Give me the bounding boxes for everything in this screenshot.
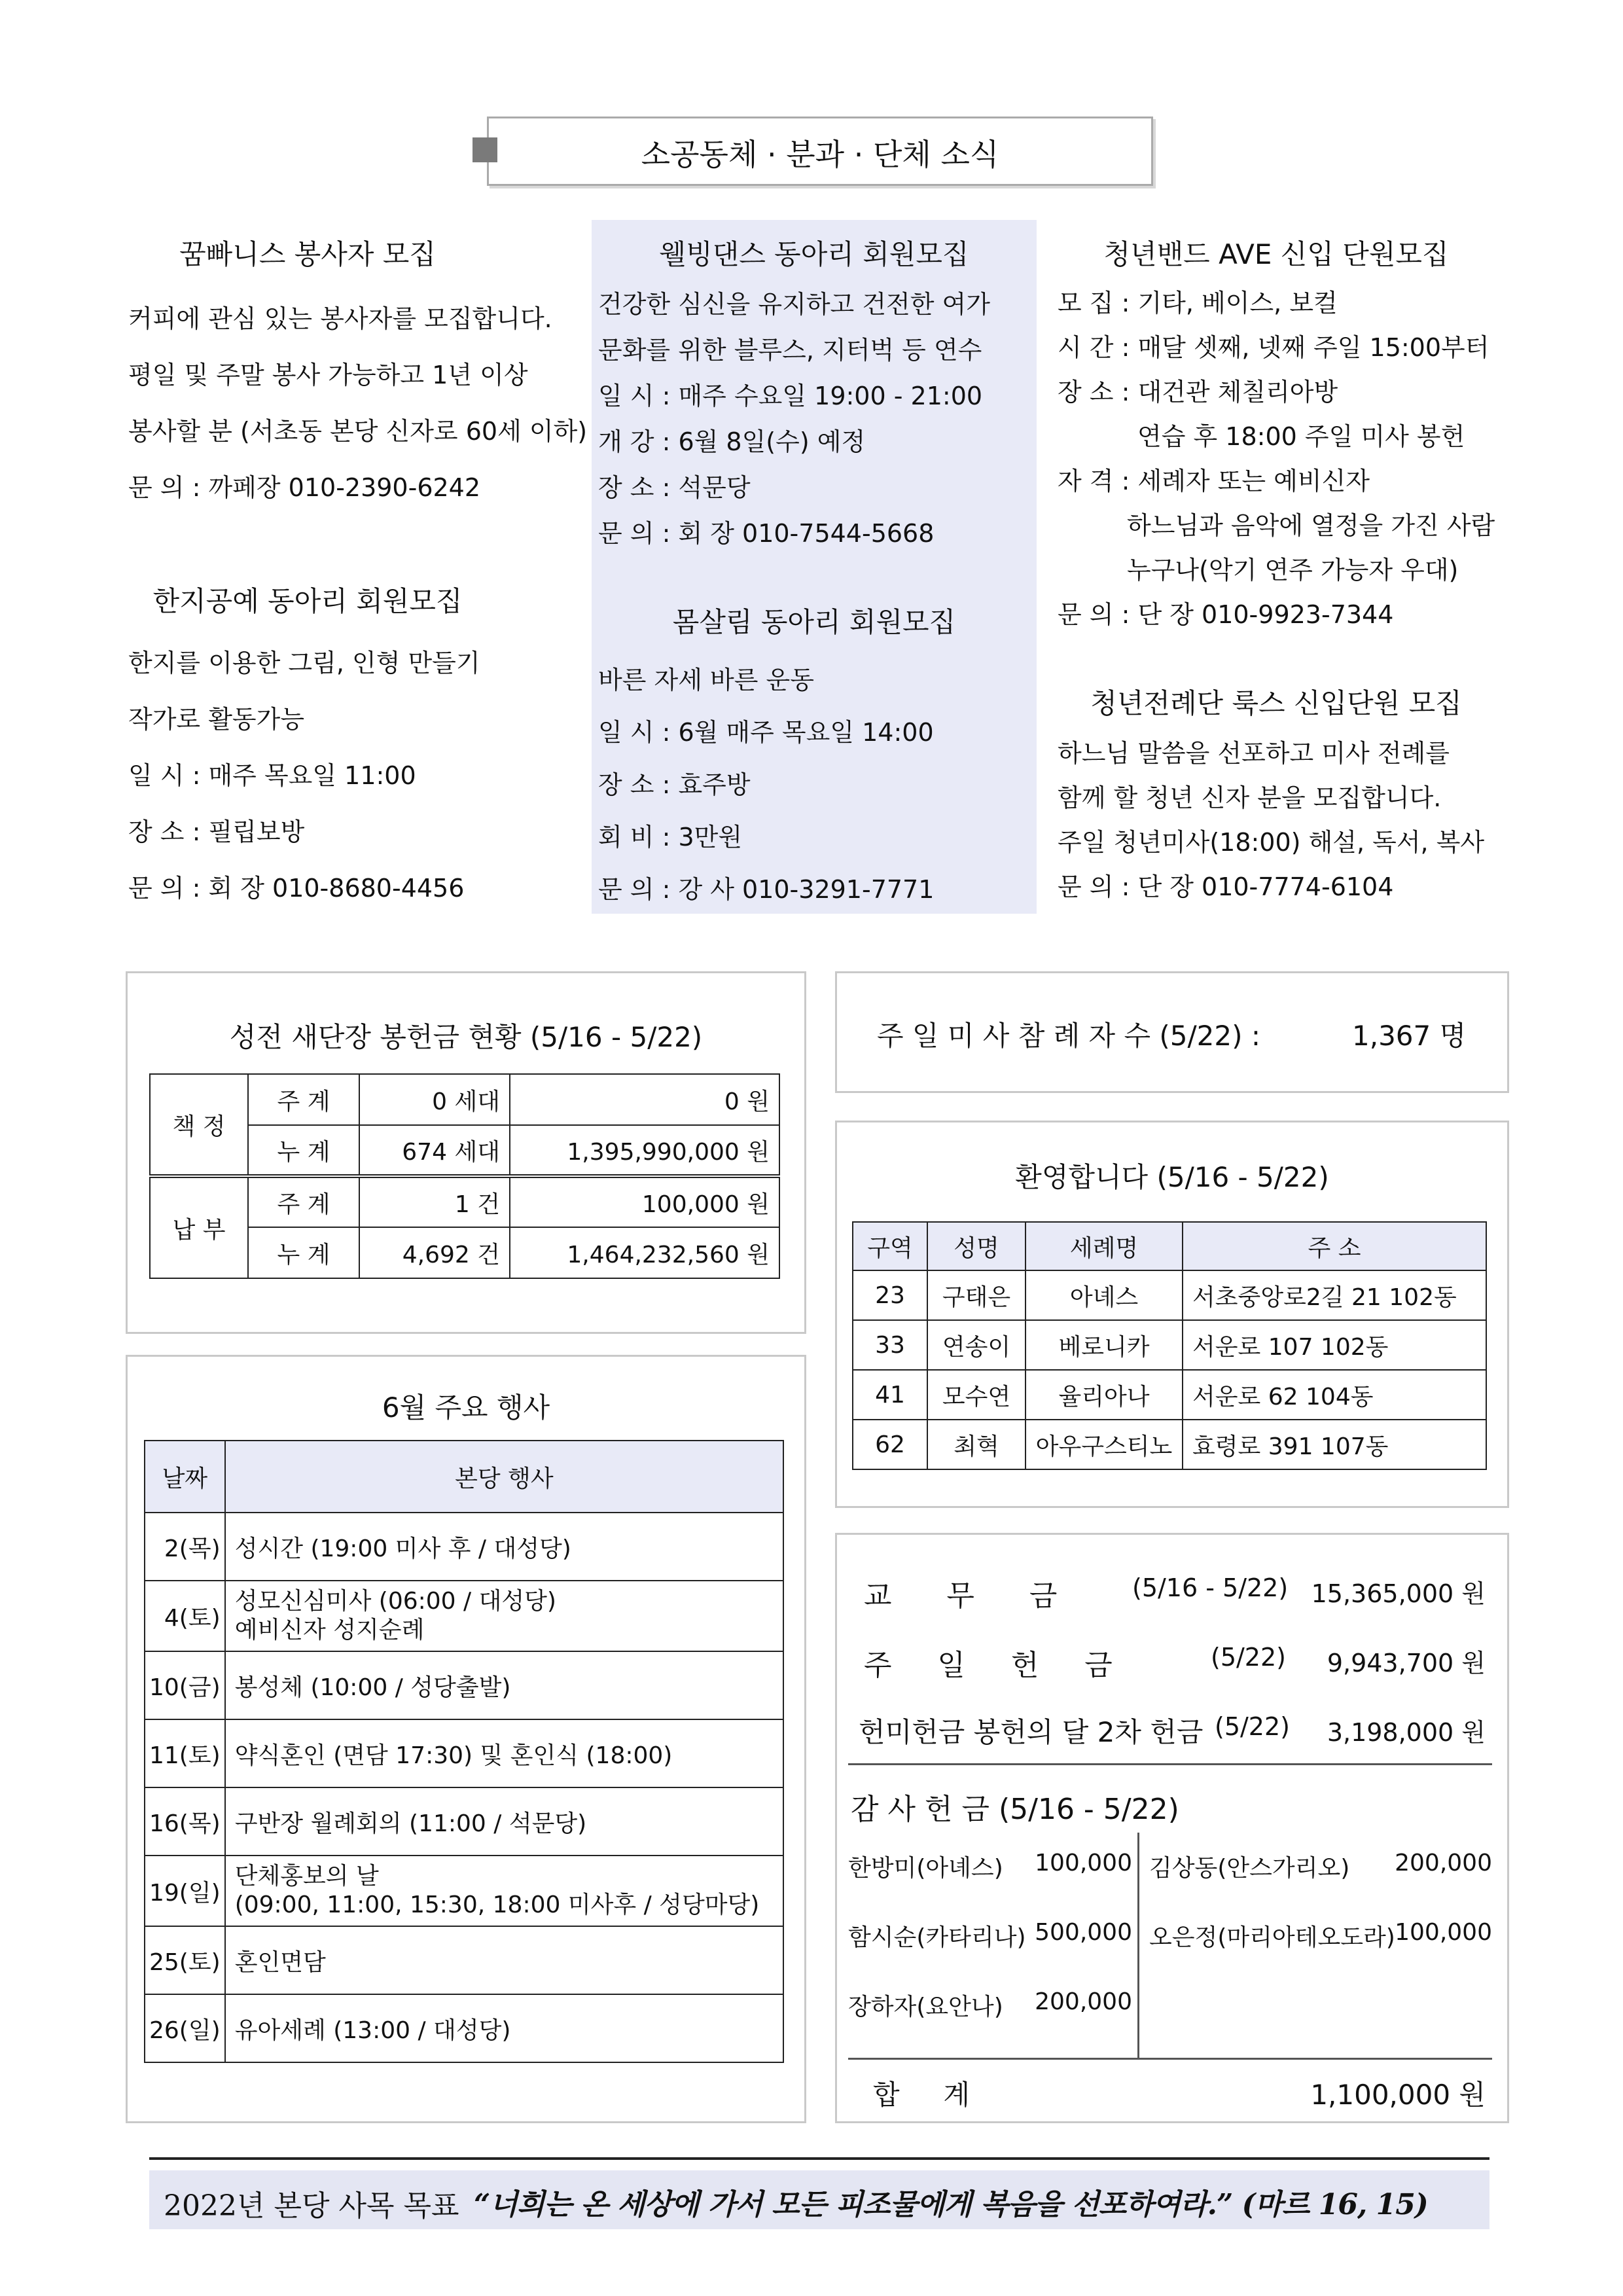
text-line: 하느님 말씀을 선포하고 미사 전례를: [1058, 739, 1450, 768]
welcome-col-header: 성명: [927, 1222, 1026, 1270]
section-title: 웰빙댄스 동아리 회원모집: [659, 238, 969, 270]
text-line: 함께 할 청년 신자 분을 모집합니다.: [1058, 783, 1442, 812]
section-title: 청년전례단 룩스 신입단원 모집: [1090, 687, 1462, 719]
text-line: 작가로 활동가능: [128, 705, 305, 734]
table-row: [145, 1787, 783, 1856]
event-date: 16(목): [145, 1787, 225, 1856]
cell-address: 서초중앙로2길 21 102동: [1183, 1270, 1486, 1320]
text-line: 시 간 : 매달 셋째, 넷째 주일 15:00부터: [1058, 333, 1489, 362]
row-amount: 100,000 원: [510, 1176, 779, 1227]
group-label: 납 부: [150, 1176, 248, 1278]
event-date: 26(일): [145, 1994, 225, 2062]
donation-title: 성전 새단장 봉헌금 현황 (5/16 - 5/22): [229, 1021, 703, 1053]
cell-baptism-name: 아우구스티노: [1026, 1420, 1183, 1469]
event-detail: [225, 1513, 783, 1581]
welcome-title: 환영합니다 (5/16 - 5/22): [1015, 1161, 1329, 1193]
footer-quote: “너희는 온 세상에 가서 모든 피조물에게 복음을 선포하여라.” (마르 16, 15): [474, 2188, 1428, 2221]
cell-name: 모수연: [927, 1370, 1026, 1420]
row-count: 1 건: [359, 1176, 510, 1227]
cell-district: 33: [853, 1320, 927, 1370]
event-date: 4(토): [145, 1581, 225, 1651]
text-line: 문 의 : 단 장 010-7774-6104: [1058, 872, 1394, 901]
finance-label: 주 일 헌 금: [864, 1649, 1113, 1682]
table-row: [145, 1719, 783, 1787]
welcome-col-header: 주 소: [1183, 1222, 1486, 1270]
thanks-name: 한방미(아녜스): [848, 1855, 1003, 1882]
event-line: 성모신심미사 (06:00 / 대성당): [234, 1588, 556, 1615]
text-line: 평일 및 주말 봉사 가능하고 1년 이상: [128, 361, 528, 389]
thanks-name: 함시순(카타리나): [848, 1924, 1026, 1951]
table-row: [853, 1320, 1486, 1370]
mass-attendance-value: 1,367 명: [1352, 1020, 1467, 1052]
thanks-name: 장하자(요안나): [848, 1994, 1003, 2020]
text-line: 문 의 : 강 사 010-3291-7771: [598, 875, 935, 904]
welcome-col-header: 구역: [853, 1222, 927, 1270]
donation-table: [149, 1073, 780, 1279]
text-line: 바른 자세 바른 운동: [598, 666, 814, 694]
thanks-title: 감 사 헌 금 (5/16 - 5/22): [851, 1793, 1179, 1826]
total-label: 합 계: [873, 2079, 970, 2111]
finance-label: 헌미헌금 봉헌의 달 2차 헌금: [859, 1716, 1204, 1748]
text-line: 건강한 심신을 유지하고 건전한 여가: [598, 290, 990, 319]
table-row: [853, 1370, 1486, 1420]
event-detail: [225, 1719, 783, 1787]
event-detail: [225, 1994, 783, 2062]
text-line: 문 의 : 단 장 010-9923-7344: [1058, 600, 1394, 629]
thanks-name: 김상동(안스가리오): [1149, 1855, 1350, 1882]
cell-name: 최혁: [927, 1420, 1026, 1469]
row-count: 674 세대: [359, 1125, 510, 1176]
event-line: 약식혼인 (면담 17:30) 및 혼인식 (18:00): [234, 1742, 673, 1769]
text-line: 주일 청년미사(18:00) 해설, 독서, 복사: [1058, 828, 1485, 857]
text-line: 문 의 : 회 장 010-7544-5668: [598, 519, 935, 548]
welcome-table: [852, 1221, 1487, 1470]
event-detail: [225, 1856, 783, 1926]
text-line: 한지를 이용한 그림, 인형 만들기: [128, 649, 480, 677]
dance-club-panel: [592, 220, 1037, 914]
welcome-col-header: 세례명: [1026, 1222, 1183, 1270]
footer-rule: [149, 2157, 1489, 2160]
cell-baptism-name: 율리아나: [1026, 1370, 1183, 1420]
events-col-header: 날짜: [145, 1441, 225, 1513]
row-amount: 1,464,232,560 원: [510, 1227, 779, 1278]
total-divider: [848, 2058, 1492, 2060]
text-line: 커피에 관심 있는 봉사자를 모집합니다.: [128, 304, 552, 333]
cell-address: 서운로 107 102동: [1183, 1320, 1486, 1370]
event-detail: [225, 1581, 783, 1651]
event-line: 단체홍보의 날: [234, 1863, 379, 1890]
event-detail: [225, 1926, 783, 1994]
finance-amount: 9,943,700 원: [1327, 1649, 1486, 1677]
thanks-amount: 200,000: [1035, 1988, 1132, 2015]
table-row: [853, 1420, 1486, 1469]
event-detail: [225, 1787, 783, 1856]
cell-name: 구태은: [927, 1270, 1026, 1320]
text-line: 문화를 위한 블루스, 지터벅 등 연수: [598, 336, 982, 365]
finance-divider: [848, 1763, 1492, 1765]
cell-district: 62: [853, 1420, 927, 1469]
table-row: [145, 1651, 783, 1719]
event-line: 유아세례 (13:00 / 대성당): [234, 2017, 511, 2044]
text-line: 장 소 : 효주방: [598, 770, 751, 799]
thanks-amount: 100,000: [1035, 1850, 1132, 1876]
cell-address: 효령로 391 107동: [1183, 1420, 1486, 1469]
table-row: [145, 1513, 783, 1581]
table-row: [145, 1926, 783, 1994]
thanks-amount: 100,000: [1395, 1919, 1492, 1946]
events-table: [144, 1440, 784, 2063]
thanks-amount: 500,000: [1035, 1919, 1132, 1946]
finance-amount: 15,365,000 원: [1311, 1579, 1486, 1608]
event-line: 예비신자 성지순례: [234, 1617, 425, 1643]
text-line: 연습 후 18:00 주일 미사 봉헌: [1137, 422, 1465, 451]
group-label: 책 정: [150, 1074, 248, 1176]
cell-district: 23: [853, 1270, 927, 1320]
event-date: 19(일): [145, 1856, 225, 1926]
finance-label: 교 무 금: [864, 1579, 1058, 1613]
event-line: 구반장 월례회의 (11:00 / 석문당): [234, 1810, 587, 1837]
row-kind: 누 계: [248, 1125, 359, 1176]
table-row: [853, 1270, 1486, 1320]
events-col-header: 본당 행사: [225, 1441, 783, 1513]
row-count: 4,692 건: [359, 1227, 510, 1278]
section-title: 꿈빠니스 봉사자 모집: [179, 238, 436, 270]
row-count: 0 세대: [359, 1074, 510, 1125]
event-date: 11(토): [145, 1719, 225, 1787]
table-row: [145, 1581, 783, 1651]
section-title: 한지공예 동아리 회원모집: [152, 585, 463, 617]
text-line: 장 소 : 석문당: [598, 473, 751, 502]
thanks-name: 오은정(마리아테오도라): [1149, 1924, 1395, 1951]
event-date: 2(목): [145, 1513, 225, 1581]
row-amount: 1,395,990,000 원: [510, 1125, 779, 1176]
text-line: 하느님과 음악에 열정을 가진 사람: [1127, 511, 1495, 540]
event-detail: [225, 1651, 783, 1719]
finance-period: (5/16 - 5/22): [1132, 1573, 1289, 1602]
table-row: [145, 1856, 783, 1926]
row-kind: 주 계: [248, 1074, 359, 1125]
section-title: 청년밴드 AVE 신입 단원모집: [1103, 238, 1449, 270]
section-title: 몸살림 동아리 회원모집: [672, 606, 956, 638]
event-date: 10(금): [145, 1651, 225, 1719]
event-line: 성시간 (19:00 미사 후 / 대성당): [234, 1535, 571, 1562]
events-title: 6월 주요 행사: [382, 1391, 550, 1424]
finance-box: [835, 1533, 1509, 2123]
finance-period: (5/22): [1215, 1712, 1290, 1741]
text-line: 회 비 : 3만원: [598, 823, 743, 852]
table-row: [145, 1994, 783, 2062]
thanks-amount: 200,000: [1395, 1850, 1492, 1876]
text-line: 모 집 : 기타, 베이스, 보컬: [1058, 289, 1338, 317]
text-line: 문 의 : 까페장 010-2390-6242: [128, 473, 481, 502]
mass-attendance-label: 주 일 미 사 참 례 자 수 (5/22) :: [877, 1020, 1260, 1052]
event-line: 봉성체 (10:00 / 성당출발): [234, 1674, 511, 1701]
cell-name: 연송이: [927, 1320, 1026, 1370]
row-kind: 주 계: [248, 1176, 359, 1227]
text-line: 장 소 : 대건관 체칠리아방: [1058, 378, 1338, 406]
row-kind: 누 계: [248, 1227, 359, 1278]
cell-baptism-name: 아녜스: [1026, 1270, 1183, 1320]
text-line: 개 강 : 6월 8일(수) 예정: [598, 427, 866, 456]
text-line: 장 소 : 필립보방: [128, 817, 305, 846]
text-line: 봉사할 분 (서초동 본당 신자로 60세 이하): [128, 417, 588, 446]
text-line: 문 의 : 회 장 010-8680-4456: [128, 874, 465, 903]
text-line: 일 시 : 6월 매주 목요일 14:00: [598, 718, 934, 747]
cell-baptism-name: 베로니카: [1026, 1320, 1183, 1370]
cell-district: 41: [853, 1370, 927, 1420]
cell-address: 서운로 62 104동: [1183, 1370, 1486, 1420]
footer-label: 2022년 본당 사목 목표: [164, 2189, 459, 2223]
finance-amount: 3,198,000 원: [1327, 1718, 1486, 1747]
total-amount: 1,100,000 원: [1310, 2079, 1486, 2111]
thanks-column-divider: [1137, 1833, 1139, 2059]
text-line: 일 시 : 매주 수요일 19:00 - 21:00: [598, 382, 983, 410]
event-line: (09:00, 11:00, 15:30, 18:00 미사후 / 성당마당): [234, 1892, 760, 1918]
text-line: 자 격 : 세례자 또는 예비신자: [1058, 467, 1370, 495]
section-header-title: 소공동체 · 분과 · 단체 소식: [641, 137, 999, 172]
finance-period: (5/22): [1211, 1643, 1286, 1672]
text-line: 누구나(악기 연주 가능자 우대): [1127, 556, 1459, 584]
text-line: 일 시 : 매주 목요일 11:00: [128, 761, 416, 790]
event-line: 혼인면담: [234, 1948, 326, 1976]
row-amount: 0 원: [510, 1074, 779, 1125]
event-date: 25(토): [145, 1926, 225, 1994]
